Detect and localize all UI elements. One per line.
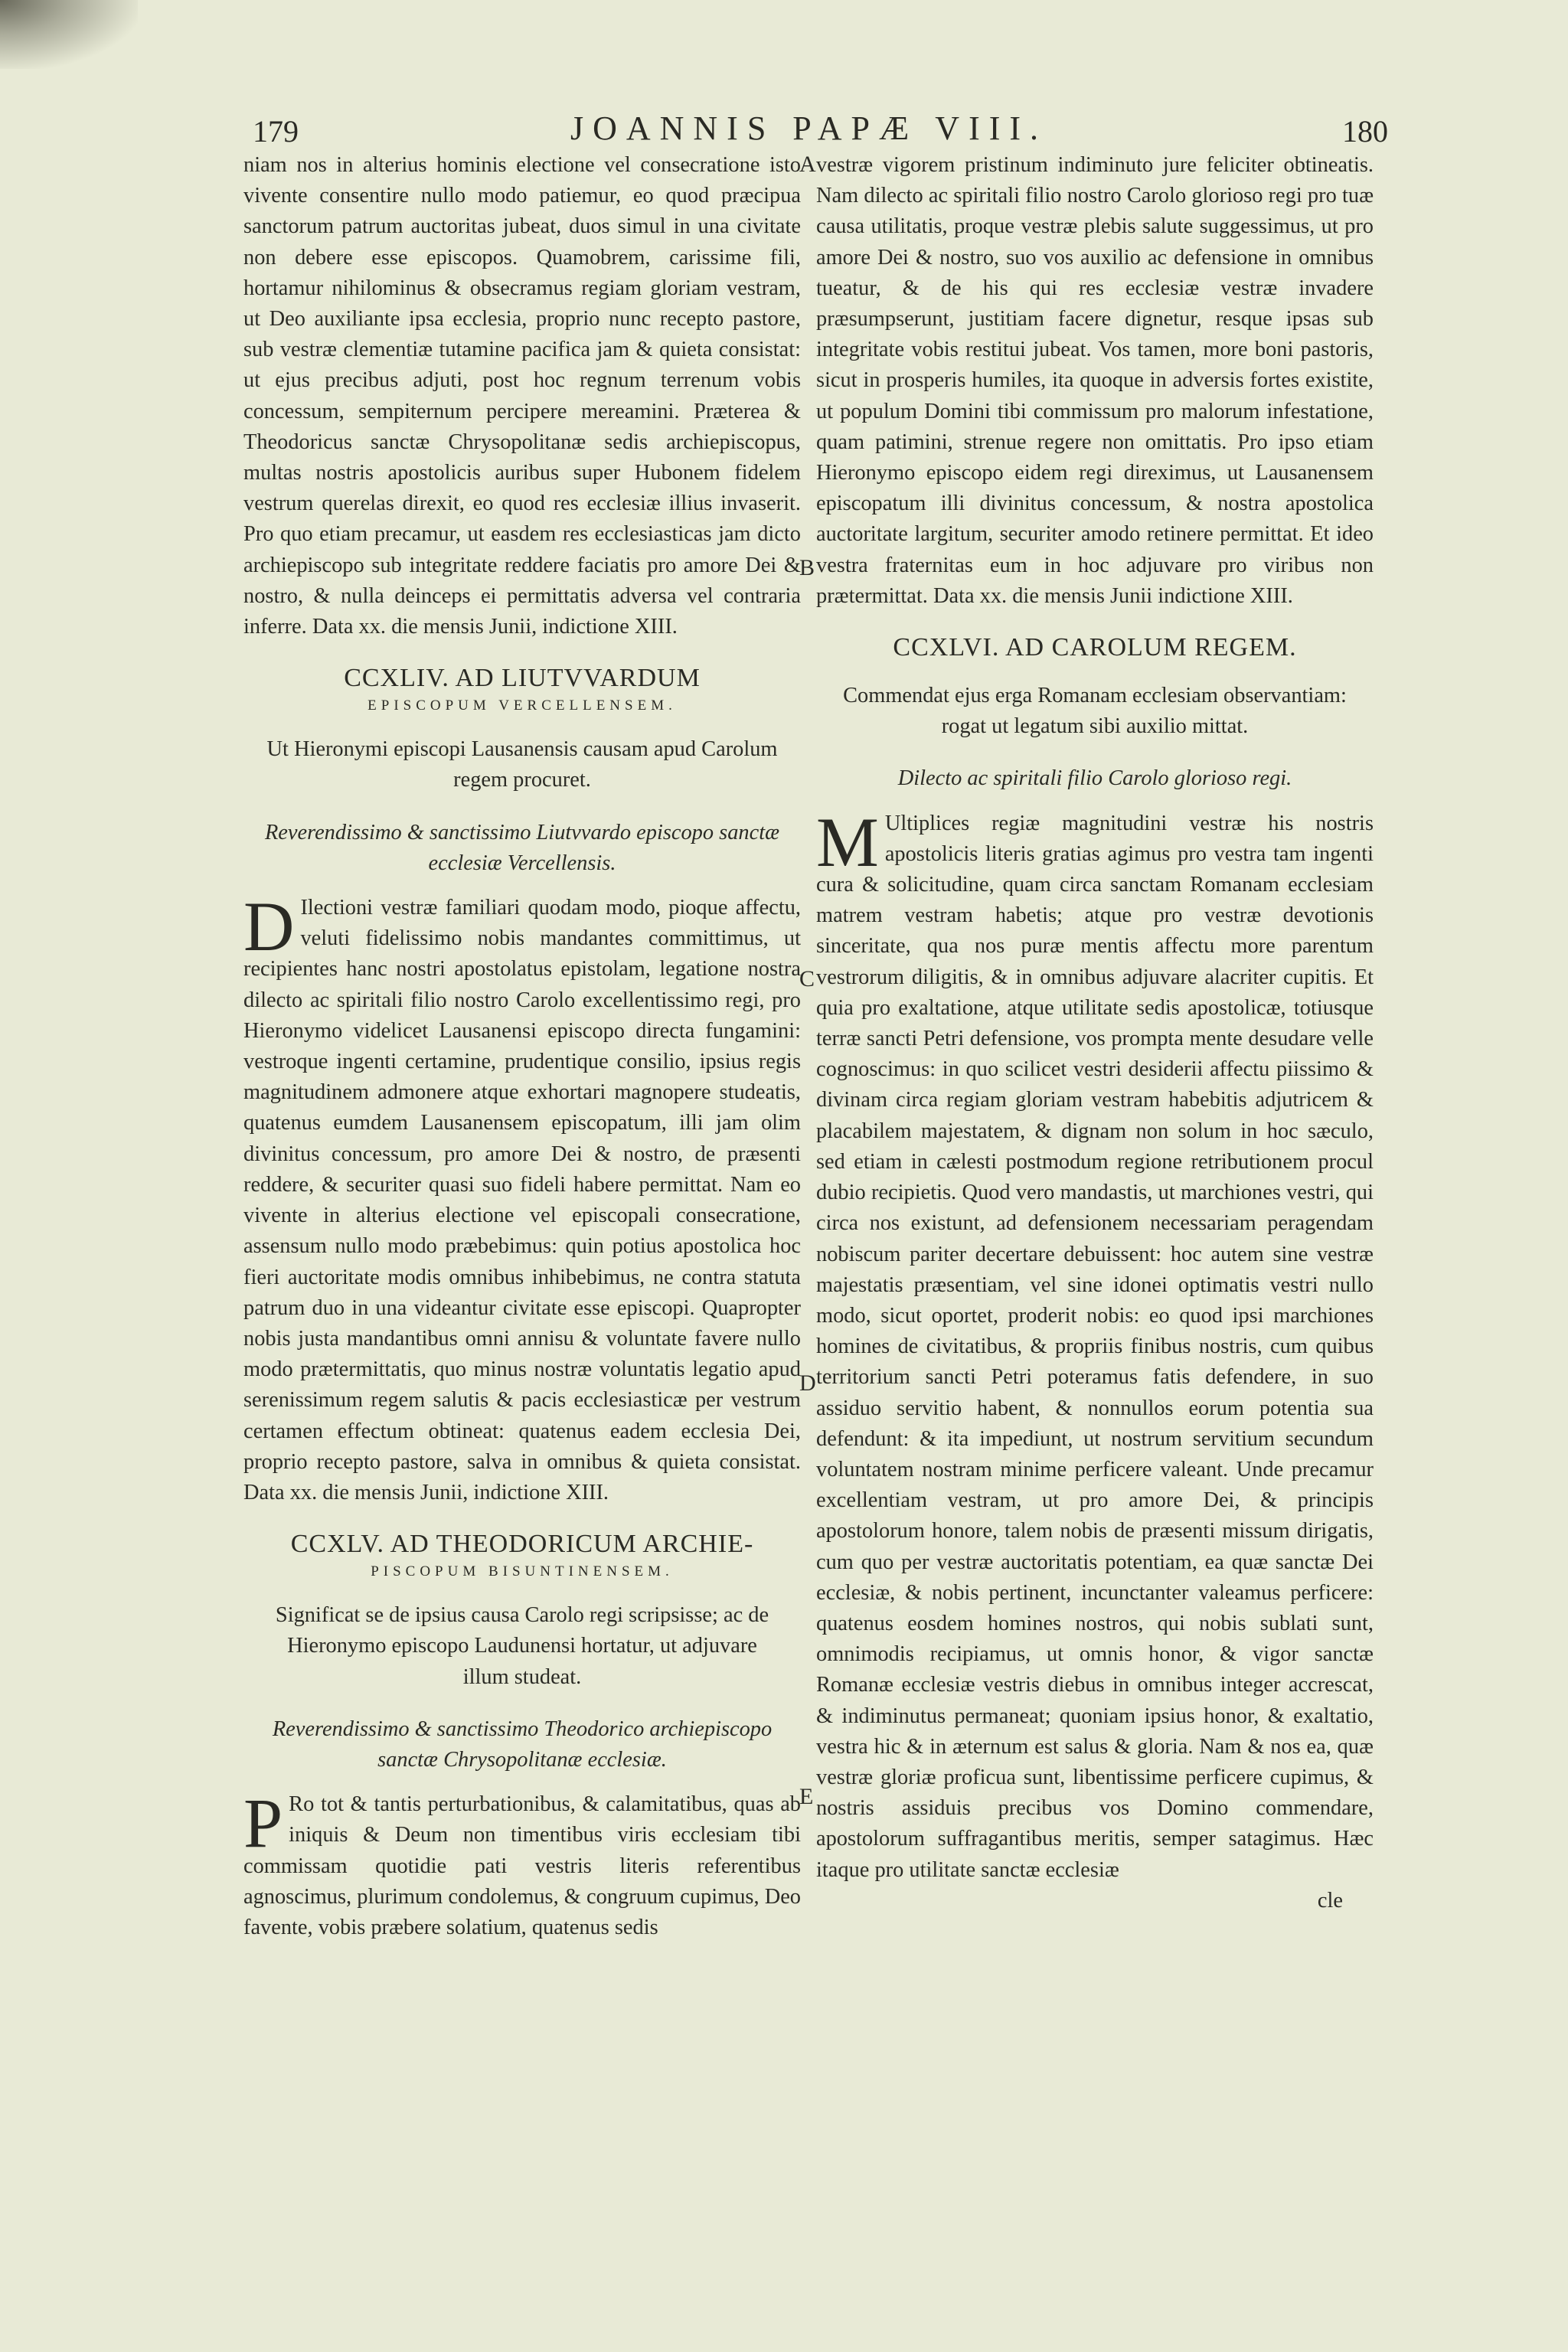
letter-body-text: Ilectioni vestræ familiari quodam modo, pioque affectu, veluti fidelissimo nobis mandantes committimus, ut recipientes hanc nostri apostolatus epistolam, legatione nostra dilecto ac spiritali filio nostro Carolo excellentissimo regi, pro Hieronymo videlicet Lausanensi episcopo directa fungamini: vestroque ingenti certamine, prudentique consilio, ipsius regis magnitudinem admonere atque exhortari magnopere studeatis, quatenus eumdem Lausanensem episcopatum, illi jam olim divinitus concessum, pro amore Dei & nostro, de præsenti reddere, & securiter quasi suo fideli habere permittat. Nam eo vivente in alterius electione vel episcopali consecratione, assensum nullo modo præbebimus: quin potius apostolica hoc fieri auctoritate modis omnibus inhibebimus, ne contra statuta patrum duo in una videantur civitate esse episcopi. Quapropter nobis justa mandantibus omni annisu & voluntate favere nullo modo prætermittatis, quo minus nostræ voluntatis legatio apud serenissimum regem salutis & pacis ecclesiasticæ per vestrum certamen effectum obtineat: quatenus eadem ecclesia Dei, proprio recepto pastore, salva in omnibus & quieta consistat. Data xx. die mensis Junii, indictione XIII. — [243, 896, 801, 1504]
letter-summary: Significat se de ipsius causa Carolo regi scripsisse; ac de Hieronymo episcopo Laudunensi hortatur, ut adjuvare illum studeat. — [275, 1603, 769, 1689]
margin-marker-e: E — [799, 1784, 814, 1809]
page-number-right: 180 — [1342, 114, 1388, 149]
letter-address: Dilecto ac spiritali filio Carolo glorioso regi. — [897, 766, 1292, 791]
letter-summary: Ut Hieronymi episcopi Lausanensis causam apud Carolum regem procuret. — [266, 737, 778, 792]
margin-marker-b: B — [799, 555, 815, 580]
letter-244 — [243, 662, 801, 1508]
catchword: cle — [1317, 1888, 1343, 1913]
margin-marker-d: D — [799, 1370, 816, 1396]
letter-body-text: Ultiplices regiæ magnitudini vestræ his nostris apostolicis literis gratias agimus pro vestra tam ingenti cura & solicitudine, quam circa sanctam Romanam ecclesiam matrem vestram habetis; atque pro vestræ devotionis sinceritate, qua nos puræ mentis affectu more parentum vestrorum diligitis, & in omnibus adjuvare alacriter cupitis. Et quia pro exaltatione, atque utilitate sedis apostolicæ, totiusque terræ sancti Petri defensione, vos prompta mente desudare velle cognoscimus: in quo scilicet vestri desiderii affectu piissimo & divinam circa regiam gloriam vestram habebitis adjutricem & placabilem majestatem, & dignam non solum in hoc sæculo, sed etiam in cælesti postmodum regione retributionem procul dubio recipietis. Quod vero mandastis, ut marchiones vestri, qui circa nos existunt, ad defensionem necessariam peragendam nobiscum pariter decertare debuissent: hoc autem sine vestræ majestatis præsentiam, vel sine idonei optimatis vestri nullo modo, sicut oportet, proderit nobis: eo quod ipsi marchiones homines de civitatibus, & propriis finibus nostris, cum quibus territorium sancti Petri poteramus fatis defendere, in suo assiduo servitio habent, & nonnullos eorum potentia sua defendunt: & ita impediunt, ut nostrum servitium secundum voluntatem nostram minime perficere valeant. Unde precamur excellentiam vestram, ut pro amore Dei, & principis apostolorum honore, talem nobis de præsenti missum dirigatis, cum quo per vestræ auctoritatis potentiam, ea quæ sanctæ Dei ecclesiæ, & nobis pertinent, incunctanter valeamus perficere: quatenus eosdem homines nostros, qui nobis sublati sunt, omnimodis recipiamus, ut omnis honor, & vigor sanctæ Romanæ ecclesiæ vestris diebus in omnibus integer accrescat, & indiminutus permaneat; quoniam ipsius honor, & exaltatio, vestra hic & in æternum est salus & gloria. Nam & nos ea, quæ vestræ gloriæ proficua sunt, libentissime perficere cupimus, & nostris assiduis precibus vos Domino commendare, apostolorum suffragantibus meritis, semper satagimus. Hæc itaque pro utilitate sanctæ ecclesiæ — [816, 811, 1374, 1882]
letter-heading-sub: EPISCOPUM VERCELLENSEM. — [368, 697, 677, 714]
letter-heading: CCXLV. AD THEODORICUM ARCHIE- — [290, 1530, 754, 1559]
margin-marker-c: C — [799, 966, 815, 991]
page-number-left: 179 — [253, 114, 299, 149]
letter-heading: CCXLVI. AD CAROLUM REGEM. — [893, 633, 1297, 662]
letter-245 — [243, 1528, 801, 1943]
letter-summary: Commendat ejus erga Romanam ecclesiam observantiam: rogat ut legatum sibi auxilio mittat. — [843, 684, 1347, 739]
letter-address: Reverendissimo & sanctissimo Liutvvardo episcopo sanctæ ecclesiæ Vercellensis. — [264, 820, 780, 875]
letter-body-text: Ro tot & tantis perturbationibus, & calamitatibus, quas ab iniquis & Deum non timentibus viris ecclesiam tibi commissam quotidie pati vestris literis referentibus agnoscimus, plurimum condolemus, & congruum cupimus, Deo favente, vobis præbere solatium, quatenus sedis — [243, 1792, 801, 1939]
running-title: JOANNIS PAPÆ VIII. — [570, 109, 1048, 147]
drop-cap: D — [243, 887, 295, 966]
drop-cap: M — [816, 802, 879, 881]
letter-body — [243, 1784, 801, 1943]
letter-body — [816, 802, 1374, 1886]
letter-address: Reverendissimo & sanctissimo Theodorico archiepiscopo sanctæ Chrysopolitanæ ecclesiæ. — [272, 1717, 773, 1772]
margin-marker-a: A — [799, 152, 816, 177]
left-column — [243, 150, 801, 1943]
left-continuation-text: niam nos in alterius hominis electione vel consecratione isto vivente consentire nullo modo patiemur, eo quod præcipua sanctorum patrum auctoritas jubeat, duos simul in una civitate non debere esse episcopos. Quamobrem, carissime fili, hortamur nihilominus & obsecramus regiam gloriam vestram, ut Deo auxiliante ipsa ecclesia, proprio nunc recepto pastore, sub vestræ clementiæ tutamine pacifica jam & quieta consistat: ut ejus precibus adjuti, post hoc regnum terrenum vobis concessum, sempiternum percipere mereamini. Præterea & Theodoricus sanctæ Chrysopolitanæ sedis archiepiscopus, multas nostris apostolicis auribus super Hubonem fidelem vestrum querelas direxit, eo quod res ecclesiæ illius invaserit. Pro quo etiam precamur, ut easdem res ecclesiasticas jam dicto archiepiscopo sub integritate reddere faciatis pro amore Dei & nostro, & nulla deinceps ei permittatis adversa vel contraria inferre. Data xx. die mensis Junii, indictione XIII. — [243, 153, 801, 639]
page-shadow — [0, 0, 138, 69]
letter-body — [243, 887, 801, 1508]
right-column — [816, 150, 1374, 1916]
letter-heading: CCXLIV. AD LIUTVVARDUM — [344, 664, 701, 693]
running-header — [230, 109, 1388, 155]
drop-cap: P — [243, 1784, 283, 1863]
letter-heading-sub: PISCOPUM BISUNTINENSEM. — [371, 1563, 674, 1580]
right-continuation-text: vestræ vigorem pristinum indiminuto jure feliciter obtineatis. Nam dilecto ac spiritali filio nostro Carolo glorioso regi pro tuæ causa utilitatis, proque vestræ plebis salute suggessimus, ut pro amore Dei & nostro, suo vos auxilio ac defensione in omnibus tueatur, & de his qui res ecclesiæ vestræ invadere præsumpserunt, justitiam facere dignetur, resque ipsas sub integritate vobis restitui jubeat. Vos tamen, more boni pastoris, sicut in prosperis humiles, ita quoque in adversis fortes existite, ut populum Domini tibi commissum pro malorum infestatione, quam patimini, strenue regere non omittatis. Pro ipso etiam Hieronymo episcopo eidem regi direximus, ut Lausanensem episcopatum illi divinitus concessum, & nostra apostolica auctoritate largitum, securiter amodo retinere permittat. Et ideo vestra fraternitas eum in hoc adjuvare pro viribus non prætermittat. Data xx. die mensis Junii indictione XIII. — [816, 153, 1374, 608]
letter-246 — [816, 632, 1374, 1916]
